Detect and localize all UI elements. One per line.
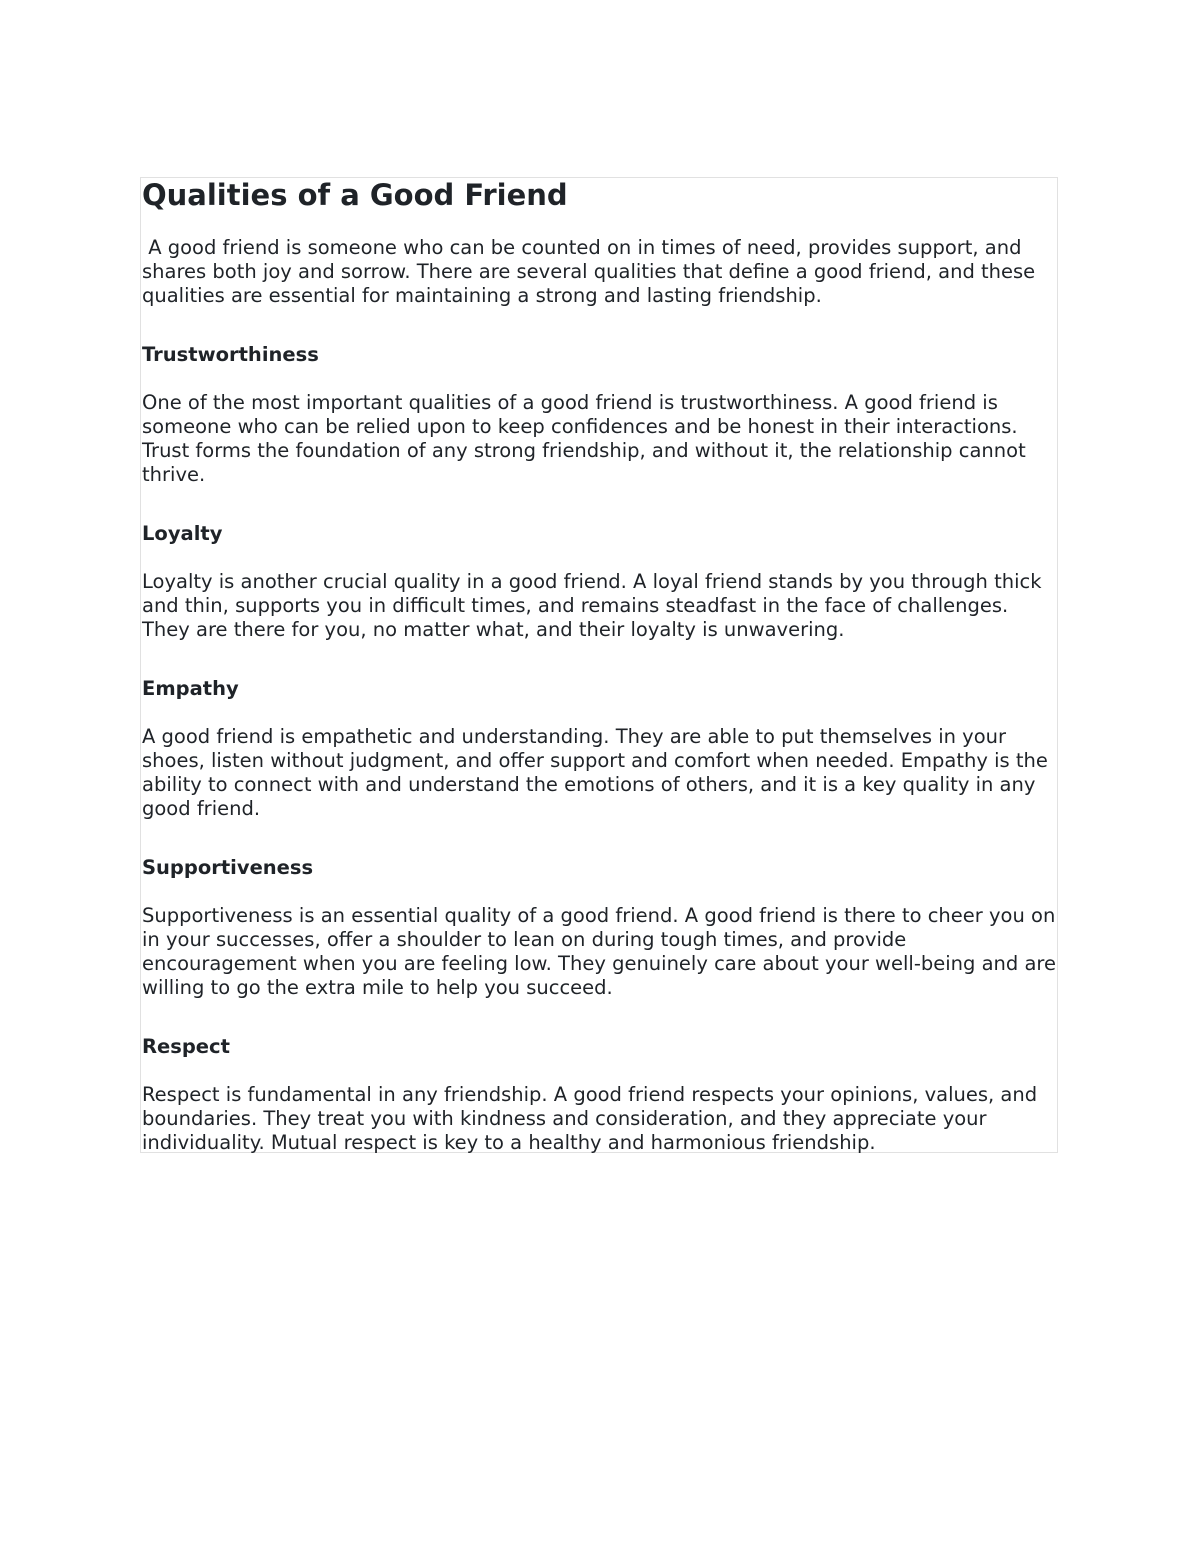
section-respect: [142, 1035, 1057, 1155]
section-heading: Supportiveness: [142, 856, 314, 879]
section-paragraph: One of the most important qualities of a good friend is trustworthiness. A good friend is someone who can be relied upon to keep confidences and be honest in their interactions. Trust forms the foundation of any strong friendship, and without it, the relationship cannot thrive.: [142, 391, 1026, 486]
section-paragraph: Loyalty is another crucial quality in a good friend. A loyal friend stands by you through thick and thin, supports you in difficult times, and remains steadfast in the face of challenges. They are there for you, no matter what, and their loyalty is unwavering.: [142, 570, 1042, 641]
section-heading: Loyalty: [142, 522, 223, 545]
section-heading: Trustworthiness: [142, 343, 319, 366]
section-heading: Empathy: [142, 677, 239, 700]
section-supportiveness: [142, 856, 1057, 1000]
section-paragraph: Supportiveness is an essential quality of a good friend. A good friend is there to cheer you on in your successes, offer a shoulder to lean on during tough times, and provide encouragement when you are feeling low. They genuinely care about your well-being and are willing to go the extra mile to help you succeed.: [142, 904, 1057, 999]
section-paragraph: A good friend is empathetic and understanding. They are able to put themselves in your shoes, listen without judgment, and offer support and comfort when needed. Empathy is the ability to connect with and understand the emotions of others, and it is a key quality in any good friend.: [142, 725, 1048, 820]
section-heading: Respect: [142, 1035, 230, 1058]
document-frame: [140, 177, 1058, 1153]
document-title: Qualities of a Good Friend: [142, 178, 568, 212]
section-trustworthiness: [142, 343, 1057, 487]
section-loyalty: [142, 522, 1057, 642]
intro-paragraph: A good friend is someone who can be counted on in times of need, provides support, and shares both joy and sorrow. There are several qualities that define a good friend, and these qualities are essential for maintaining a strong and lasting friendship.: [142, 236, 1042, 307]
section-paragraph: Respect is fundamental in any friendship. A good friend respects your opinions, values, and boundaries. They treat you with kindness and consideration, and they appreciate your individuality. Mutual respect is key to a healthy and harmonious friendship.: [142, 1083, 1038, 1154]
section-empathy: [142, 677, 1057, 821]
